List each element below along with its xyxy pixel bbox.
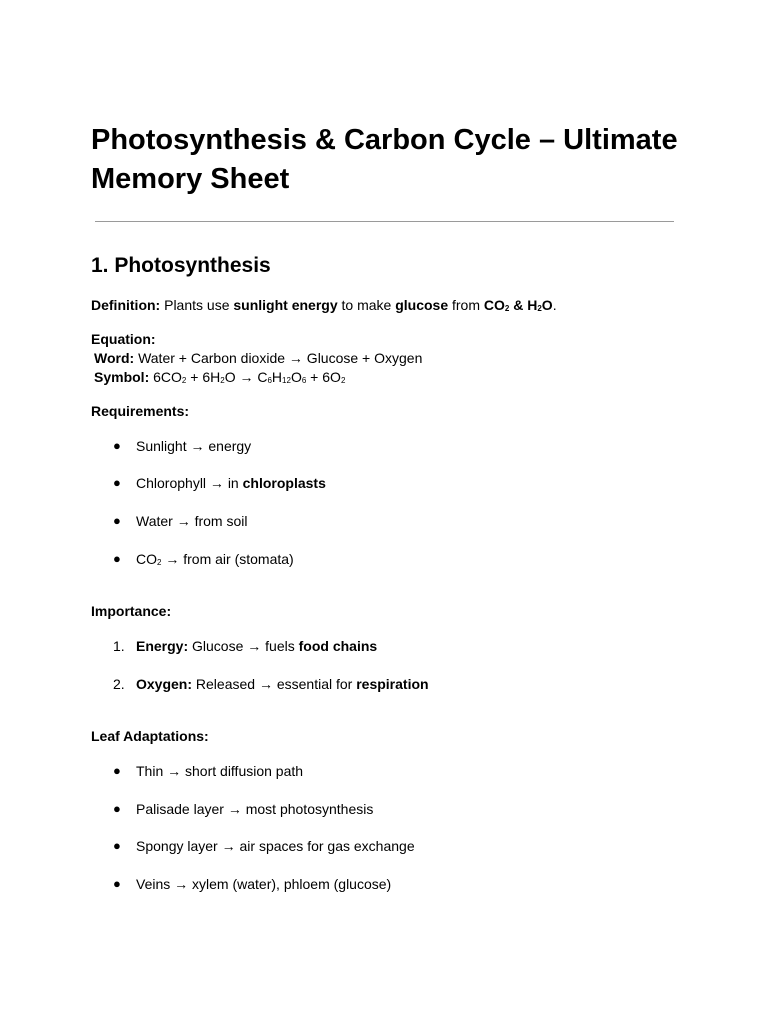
equation-word-text: Water + Carbon dioxide → Glucose + Oxygen bbox=[134, 350, 423, 366]
list-number: 1. bbox=[113, 638, 125, 654]
list-item-text: Water → from soil bbox=[136, 513, 248, 529]
section-heading-photosynthesis: 1. Photosynthesis bbox=[91, 254, 271, 277]
definition-text: Plants use bbox=[160, 297, 234, 313]
list-item-text: Thin → short diffusion path bbox=[136, 763, 304, 779]
bullet-icon: ● bbox=[113, 438, 121, 453]
definition-label: Definition: bbox=[91, 297, 161, 313]
list-item bbox=[0, 675, 768, 693]
equation-symbol-label: Symbol: bbox=[94, 369, 150, 385]
list-item bbox=[0, 837, 768, 855]
list-item-text: Sunlight → energy bbox=[136, 438, 252, 454]
horizontal-divider bbox=[95, 221, 674, 222]
bullet-icon: ● bbox=[113, 876, 121, 891]
list-item bbox=[0, 474, 768, 492]
bullet-icon: ● bbox=[113, 475, 121, 490]
page-title: Photosynthesis & Carbon Cycle – Ultimate Memory Sheet bbox=[91, 124, 678, 195]
leaf-adaptations-heading: Leaf Adaptations: bbox=[91, 728, 209, 744]
list-item-text: CO2 → from air (stomata) bbox=[136, 551, 294, 567]
bullet-icon: ● bbox=[113, 838, 121, 853]
list-item-text: Oxygen: Released → essential for respiration bbox=[136, 676, 429, 692]
bullet-icon: ● bbox=[113, 801, 121, 816]
equation-heading: Equation: bbox=[91, 331, 156, 347]
definition-text: . bbox=[552, 297, 557, 313]
list-item bbox=[0, 762, 768, 780]
list-item bbox=[0, 512, 768, 530]
equation-symbol-line bbox=[94, 368, 345, 386]
bullet-icon: ● bbox=[113, 551, 121, 566]
importance-heading: Importance: bbox=[91, 603, 172, 619]
definition-bold-term: glucose bbox=[395, 297, 449, 313]
list-item bbox=[0, 637, 768, 655]
definition-bold-term: sunlight energy bbox=[233, 297, 338, 313]
definition-text: from bbox=[448, 297, 484, 313]
list-item bbox=[0, 800, 768, 818]
definition-text: to make bbox=[337, 297, 396, 313]
list-item-text: Energy: Glucose → fuels food chains bbox=[136, 638, 378, 654]
list-item bbox=[0, 550, 768, 568]
list-item-text: Chlorophyll → in chloroplasts bbox=[136, 475, 326, 491]
list-item-text: Palisade layer → most photosynthesis bbox=[136, 801, 374, 817]
list-item-text: Veins → xylem (water), phloem (glucose) bbox=[136, 876, 392, 892]
list-number: 2. bbox=[113, 676, 125, 692]
list-item-text: Spongy layer → air spaces for gas exchange bbox=[136, 838, 415, 854]
equation-word-label: Word: bbox=[94, 350, 135, 366]
list-item bbox=[0, 875, 768, 893]
equation-symbol-formula: 6CO2 + 6H2O → C6H12O6 + 6O2 bbox=[149, 369, 346, 385]
definition-paragraph bbox=[91, 296, 557, 314]
bullet-icon: ● bbox=[113, 513, 121, 528]
equation-word-line bbox=[94, 349, 422, 367]
bullet-icon: ● bbox=[113, 763, 121, 778]
requirements-heading: Requirements: bbox=[91, 403, 190, 419]
list-item bbox=[0, 437, 768, 455]
definition-formula: CO2 & H2O bbox=[483, 297, 553, 313]
